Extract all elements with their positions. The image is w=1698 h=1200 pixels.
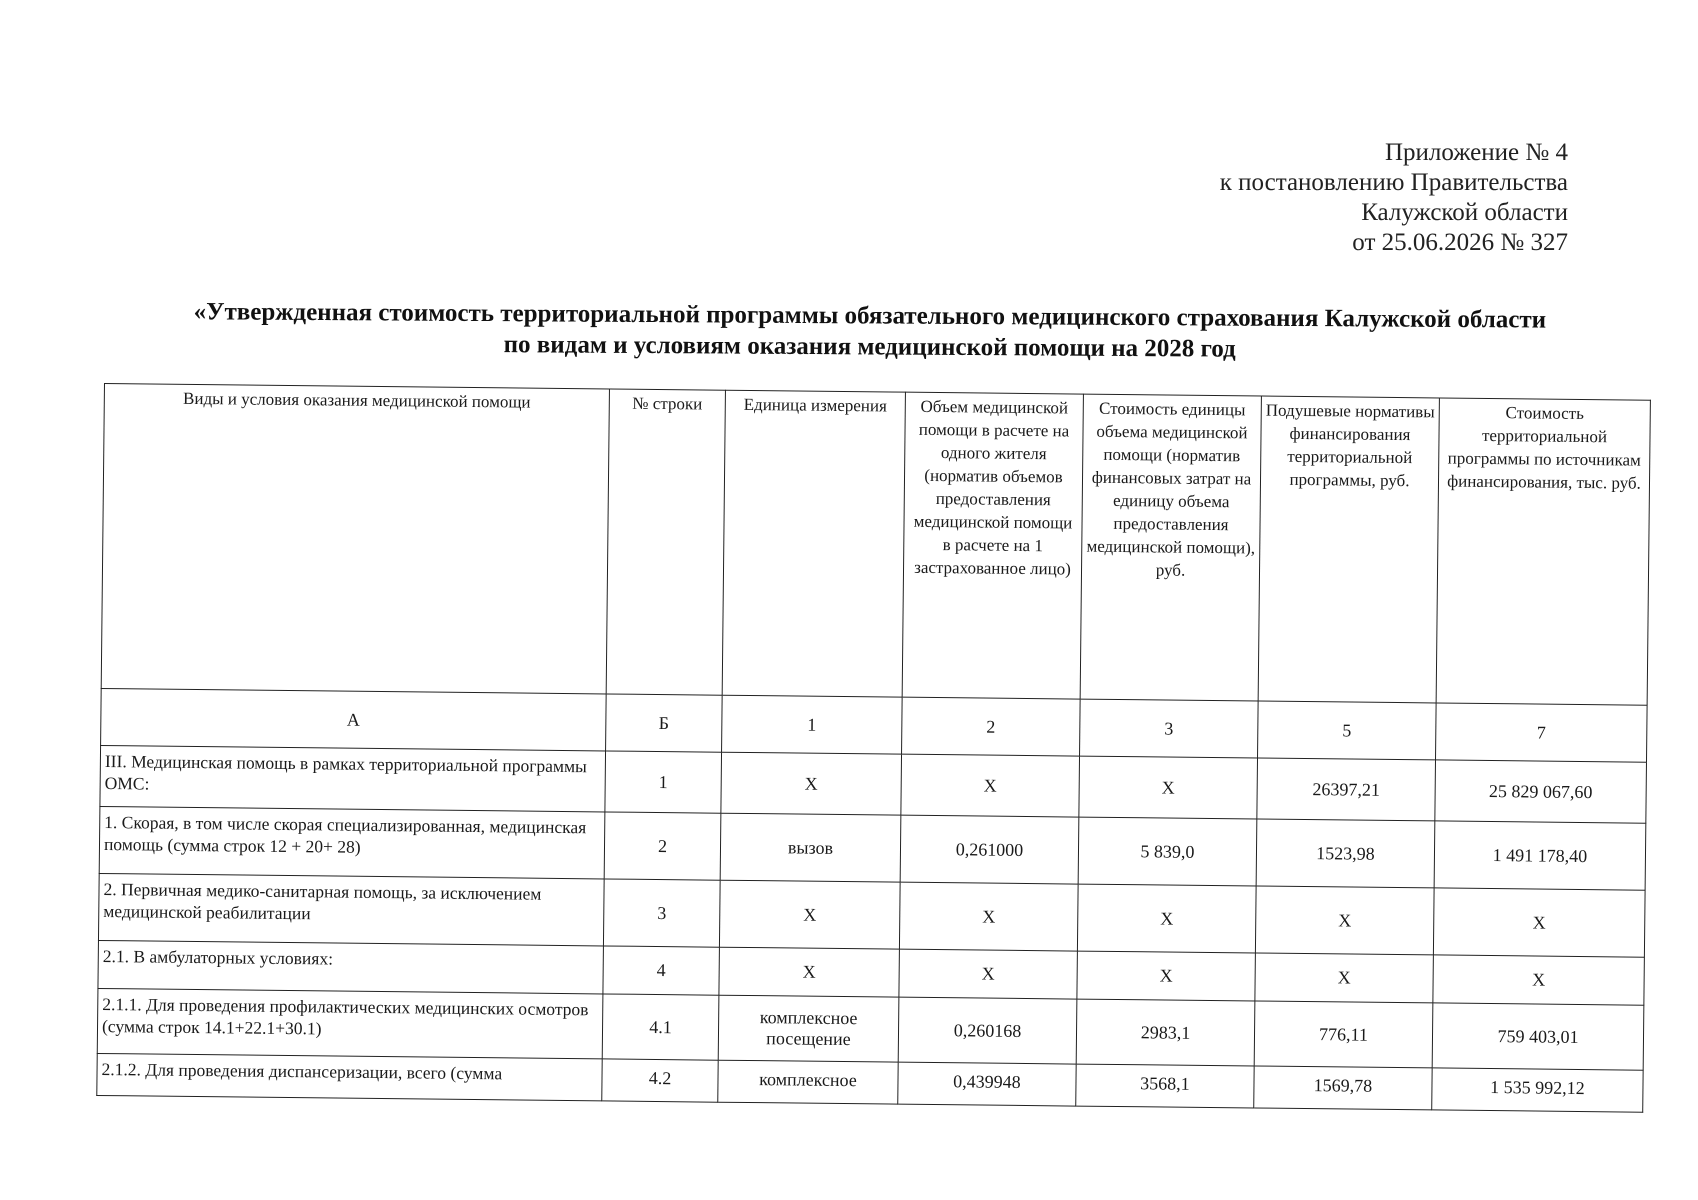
- row-per-capita: Х: [1255, 886, 1434, 955]
- row-volume: Х: [899, 882, 1078, 951]
- appendix-line-1: Приложение № 4: [1384, 139, 1568, 166]
- appendix-line-3: Калужской области: [1361, 199, 1568, 226]
- row-volume: Х: [901, 754, 1080, 817]
- row-unit: комплексное посещение: [718, 995, 899, 1062]
- appendix-line-4: от 25.06.2026 № 327: [1352, 229, 1568, 256]
- cost-table: [96, 383, 1651, 1113]
- row-number: 4.2: [602, 1059, 718, 1102]
- column-letter: 7: [1435, 703, 1647, 762]
- appendix-note: [1220, 138, 1568, 258]
- row-desc: 1. Скорая, в том числе скорая специализированная, медицинская помощь (сумма строк 12 + 20+ 28): [99, 806, 605, 878]
- row-cost-unit: Х: [1077, 884, 1256, 953]
- row-unit: Х: [719, 880, 900, 949]
- column-letter: 3: [1080, 699, 1259, 758]
- row-number: 4: [603, 946, 720, 995]
- header-per-capita: Подушевые нормативы финансирования территориальной программы, руб.: [1258, 396, 1439, 703]
- row-volume: 0,439948: [898, 1062, 1076, 1106]
- header-row-no: № строки: [606, 389, 725, 695]
- row-total-cost: Х: [1433, 955, 1645, 1005]
- row-unit: комплексное: [718, 1060, 898, 1104]
- row-desc: 2.1.1. Для проведения профилактических медицинских осмотров (сумма строк 14.1+22.1+30.1): [97, 988, 603, 1058]
- row-cost-unit: 5 839,0: [1078, 817, 1257, 886]
- row-per-capita: 1523,98: [1256, 819, 1435, 888]
- header-desc: Виды и условия оказания медицинской помощи: [101, 384, 609, 694]
- column-letter: 5: [1258, 701, 1437, 760]
- header-unit: Единица измерения: [722, 390, 905, 697]
- row-per-capita: Х: [1255, 953, 1434, 1003]
- column-letter: 2: [902, 697, 1081, 756]
- row-unit: вызов: [720, 813, 901, 882]
- row-total-cost: 1 535 992,12: [1432, 1068, 1643, 1112]
- column-letter: Б: [606, 694, 723, 752]
- row-number: 1: [605, 751, 722, 813]
- row-desc: III. Медицинская помощь в рамках территориальной программы ОМС:: [100, 745, 606, 811]
- row-per-capita: 1569,78: [1254, 1066, 1432, 1110]
- row-volume: 0,261000: [900, 815, 1079, 884]
- row-per-capita: 776,11: [1254, 1001, 1433, 1068]
- row-total-cost: Х: [1433, 888, 1645, 957]
- row-per-capita: 26397,21: [1257, 758, 1436, 821]
- row-desc: 2. Первичная медико-санитарная помощь, за исключением медицинской реабилитации: [98, 873, 604, 945]
- row-cost-unit: Х: [1079, 756, 1258, 819]
- column-letter: 1: [722, 695, 903, 754]
- header-volume: Объем медицинской помощи в расчете на одного жителя (норматив объемов предоставления медицинской помощи в расчете на 1 застрахованное лицо): [902, 392, 1083, 699]
- row-total-cost: 25 829 067,60: [1435, 760, 1647, 823]
- row-cost-unit: Х: [1077, 951, 1256, 1001]
- header-cost-unit: Стоимость единицы объема медицинской помощи (норматив финансовых затрат на единицу объема предоставления медицинской помощи), руб.: [1080, 394, 1261, 701]
- row-cost-unit: 3568,1: [1076, 1064, 1254, 1108]
- header-total-cost: Стоимость территориальной программы по источникам финансирования, тыс. руб.: [1436, 398, 1650, 705]
- row-desc: 2.1. В амбулаторных условиях:: [98, 940, 603, 993]
- row-unit: Х: [721, 752, 902, 815]
- row-total-cost: 759 403,01: [1432, 1003, 1644, 1070]
- row-cost-unit: 2983,1: [1076, 999, 1255, 1066]
- title-line-2: по видам и условиям оказания медицинской помощи на 2028 год: [503, 331, 1236, 363]
- row-number: 4.1: [602, 994, 719, 1060]
- row-number: 2: [604, 812, 721, 880]
- title-line-1: «Утвержденная стоимость территориальной программы обязательного медицинского страхования Калужской области: [193, 298, 1547, 334]
- appendix-line-2: к постановлению Правительства: [1219, 169, 1568, 196]
- row-desc: 2.1.2. Для проведения диспансеризации, всего (сумма: [97, 1053, 602, 1100]
- row-unit: Х: [719, 947, 900, 997]
- row-number: 3: [603, 879, 720, 947]
- row-total-cost: 1 491 178,40: [1434, 821, 1646, 890]
- row-volume: Х: [899, 949, 1078, 999]
- cost-table-wrapper: [96, 383, 1650, 1113]
- table-header-row: [101, 384, 1650, 706]
- row-volume: 0,260168: [898, 997, 1077, 1064]
- column-letter: А: [101, 688, 607, 750]
- document-title: [150, 296, 1590, 367]
